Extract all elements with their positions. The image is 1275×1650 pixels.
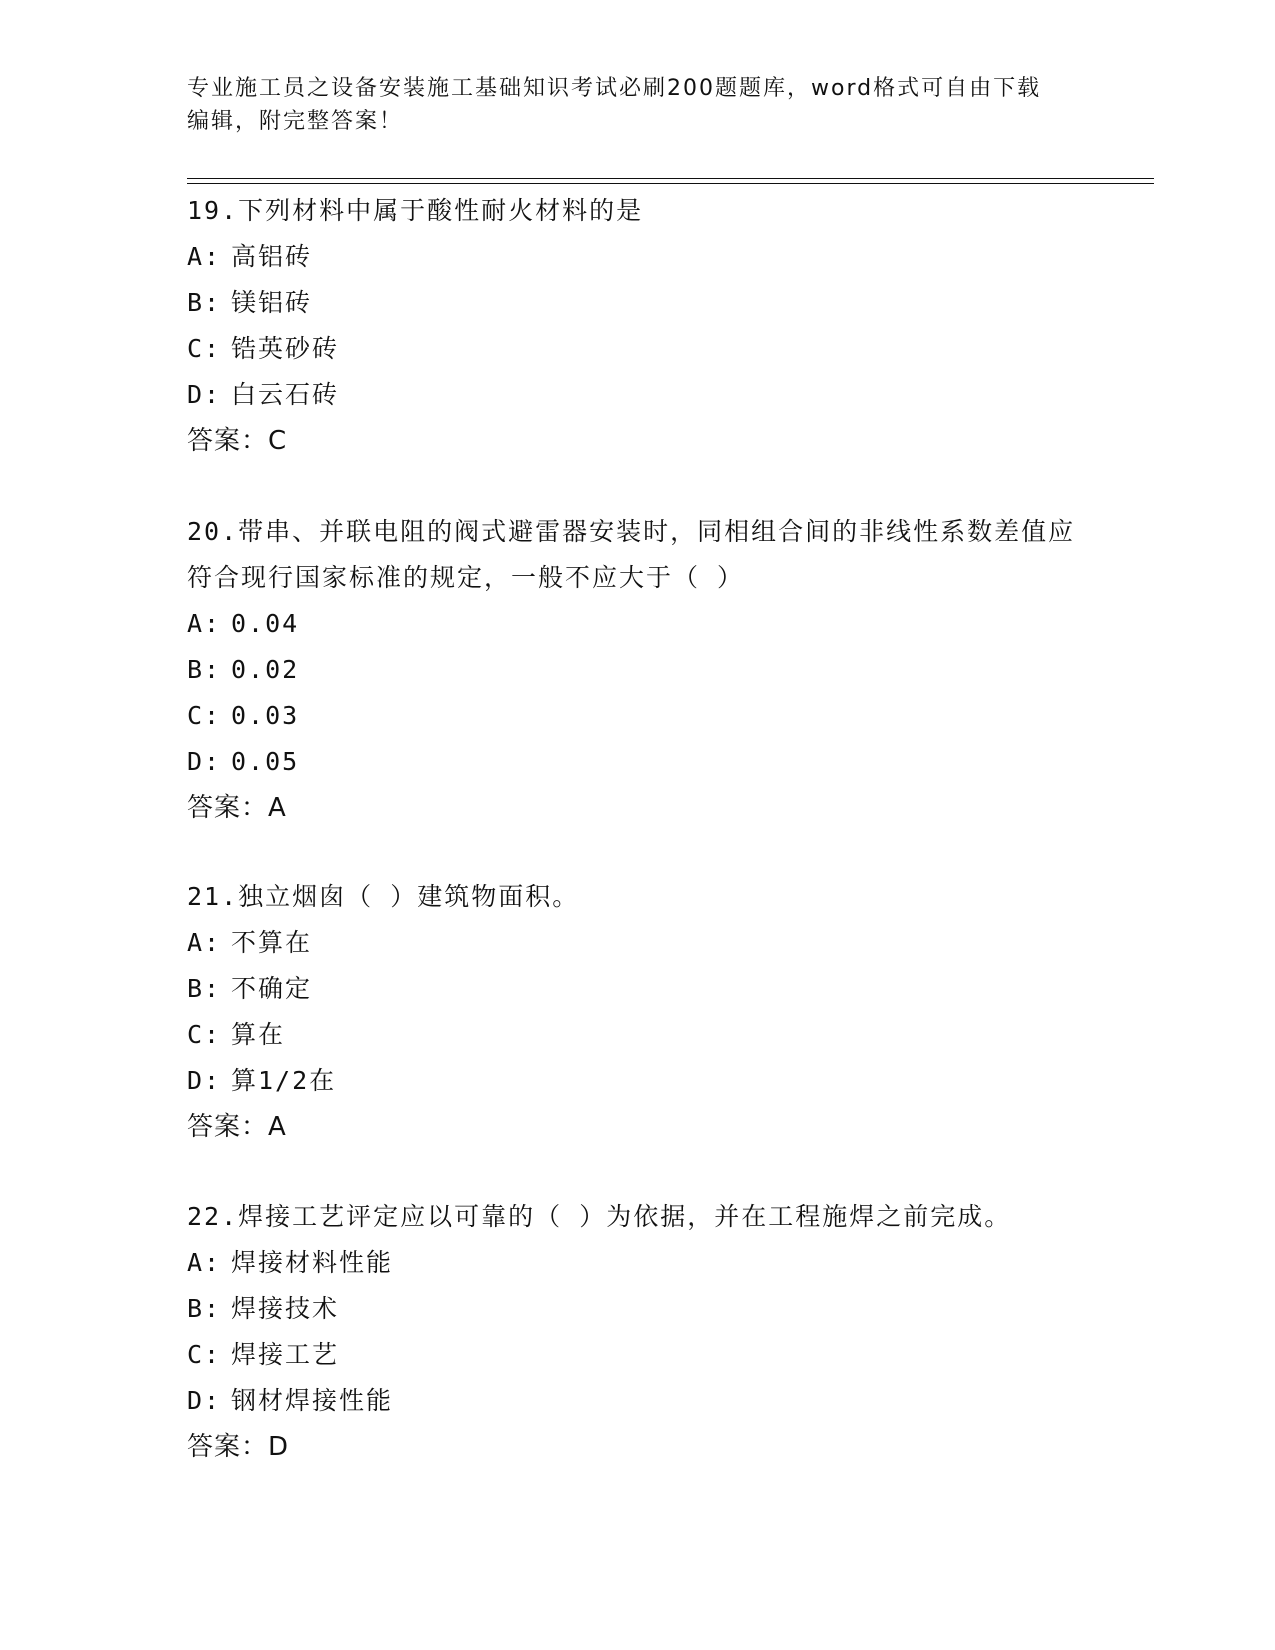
question-20 (187, 509, 1087, 831)
option-b (187, 1286, 1087, 1332)
option-text: 焊接材料性能 (231, 1248, 394, 1277)
option-b (187, 647, 1087, 693)
option-c (187, 1012, 1087, 1058)
header-divider-bottom (187, 183, 1154, 184)
option-text: 0.05 (231, 747, 300, 776)
option-text: 高铝砖 (231, 242, 313, 271)
option-letter: C: (187, 1340, 222, 1369)
option-letter: A: (187, 928, 222, 957)
option-letter: A: (187, 1248, 222, 1277)
option-d (187, 739, 1087, 785)
answer-value: C (268, 426, 288, 456)
option-text: 钢材焊接性能 (231, 1386, 394, 1415)
option-text: 算1/2在 (231, 1066, 337, 1095)
option-text: 焊接技术 (231, 1294, 340, 1323)
question-22 (187, 1194, 1087, 1470)
answer-line (187, 1424, 1087, 1470)
option-text: 锆英砂砖 (231, 334, 340, 363)
answer-line (187, 1104, 1087, 1150)
option-text: 0.03 (231, 701, 300, 730)
question-stem: 22.焊接工艺评定应以可靠的（ ）为依据，并在工程施焊之前完成。 (187, 1202, 1012, 1231)
option-letter: A: (187, 609, 222, 638)
header-line-2: 编辑，附完整答案！ (187, 109, 404, 134)
option-c (187, 326, 1087, 372)
option-letter: B: (187, 288, 222, 317)
option-letter: B: (187, 1294, 222, 1323)
option-text: 不算在 (231, 928, 313, 957)
option-letter: C: (187, 701, 222, 730)
option-text: 白云石砖 (231, 380, 340, 409)
option-letter: C: (187, 334, 222, 363)
option-a (187, 234, 1087, 280)
option-text: 不确定 (231, 974, 313, 1003)
option-letter: D: (187, 380, 222, 409)
option-text: 0.02 (231, 655, 300, 684)
answer-value: A (268, 1112, 287, 1142)
answer-value: A (268, 793, 287, 823)
header-divider-top (187, 178, 1154, 179)
answer-label: 答案： (187, 1432, 269, 1462)
header-line-1: 专业施工员之设备安装施工基础知识考试必刷200题题库，word格式可自由下载 (187, 76, 1042, 101)
answer-value: D (268, 1432, 290, 1462)
option-b (187, 280, 1087, 326)
answer-line (187, 785, 1087, 831)
option-text: 算在 (231, 1020, 286, 1049)
option-letter: A: (187, 242, 222, 271)
answer-label: 答案： (187, 793, 269, 823)
option-letter: D: (187, 1386, 222, 1415)
option-letter: B: (187, 974, 222, 1003)
answer-line (187, 418, 1087, 464)
option-text: 镁铝砖 (231, 288, 313, 317)
option-c (187, 693, 1087, 739)
question-stem: 20.带串、并联电阻的阀式避雷器安装时，同相组合间的非线性系数差值应符合现行国家标准的规定，一般不应大于（ ） (187, 517, 1076, 592)
option-a (187, 1240, 1087, 1286)
question-21 (187, 874, 1087, 1150)
question-stem: 21.独立烟囱（ ）建筑物面积。 (187, 882, 580, 911)
option-c (187, 1332, 1087, 1378)
option-letter: C: (187, 1020, 222, 1049)
option-a (187, 920, 1087, 966)
document-header (187, 72, 1067, 138)
question-stem: 19.下列材料中属于酸性耐火材料的是 (187, 196, 644, 225)
question-19 (187, 188, 1087, 464)
option-d (187, 1058, 1087, 1104)
option-b (187, 966, 1087, 1012)
option-letter: D: (187, 747, 222, 776)
answer-label: 答案： (187, 1112, 269, 1142)
option-text: 焊接工艺 (231, 1340, 340, 1369)
option-letter: D: (187, 1066, 222, 1095)
option-letter: B: (187, 655, 222, 684)
option-d (187, 1378, 1087, 1424)
answer-label: 答案： (187, 426, 269, 456)
option-text: 0.04 (231, 609, 300, 638)
option-a (187, 601, 1087, 647)
option-d (187, 372, 1087, 418)
